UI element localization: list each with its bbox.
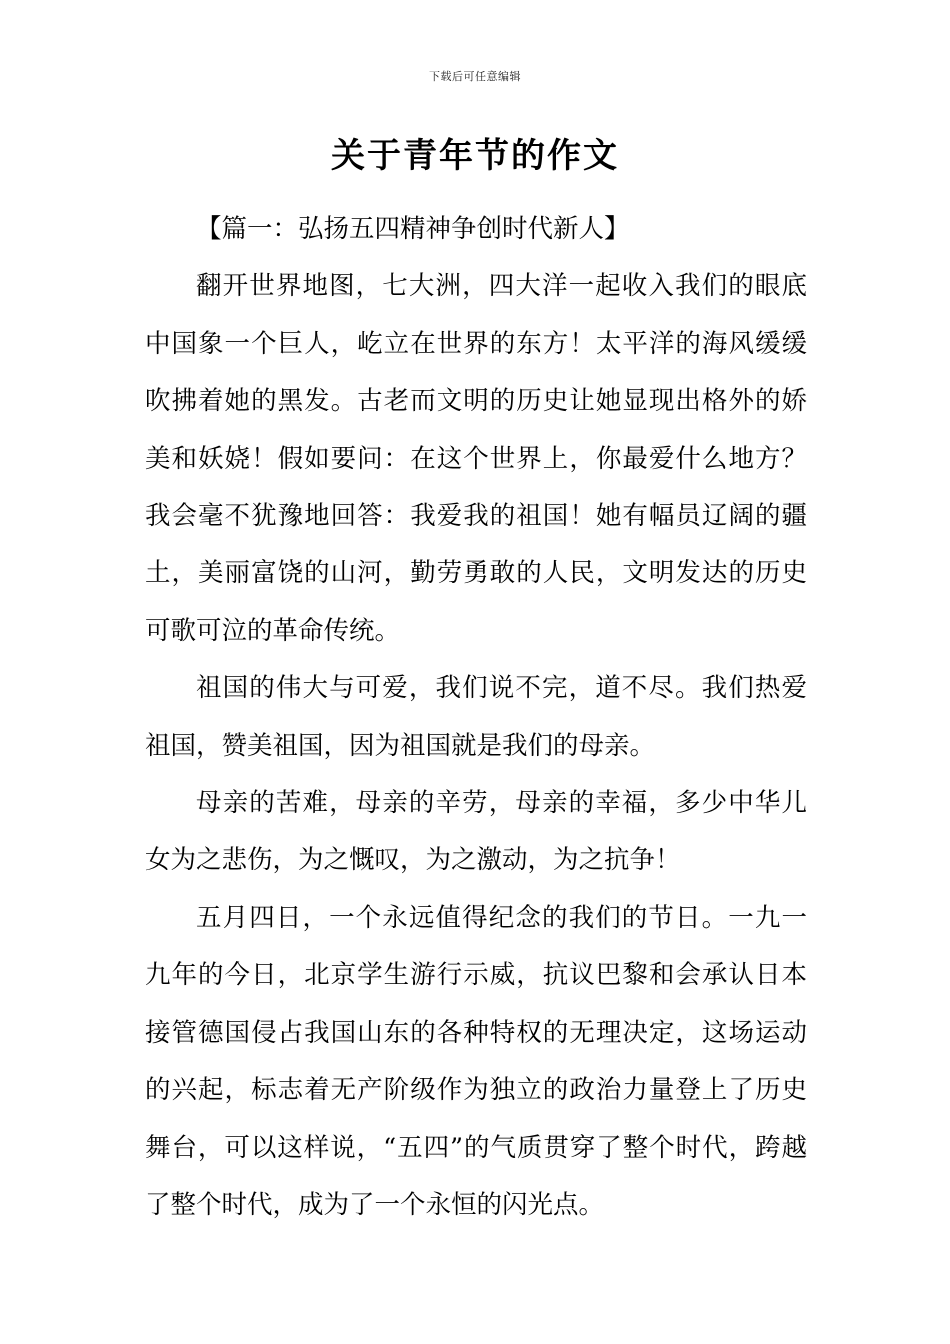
- paragraph: 母亲的苦难，母亲的辛劳，母亲的幸福，多少中华儿女为之悲伤，为之慨叹，为之激动，为之抗争！: [145, 788, 807, 876]
- article-body: [145, 201, 807, 1234]
- header-note: 下载后可任意编辑: [429, 70, 521, 83]
- section-heading: 【篇一：弘扬五四精神争创时代新人】: [196, 214, 630, 244]
- paragraph: 五月四日，一个永远值得纪念的我们的节日。一九一九年的今日，北京学生游行示威，抗议巴黎和会承认日本接管德国侵占我国山东的各种特权的无理决定，这场运动的兴起，标志着无产阶级作为独立的政治力量登上了历史舞台，可以这样说，“五四”的气质贯穿了整个时代，跨越了整个时代，成为了一个永恒的闪光点。: [145, 902, 807, 1220]
- paragraph: 祖国的伟大与可爱，我们说不完，道不尽。我们热爱祖国，赞美祖国，因为祖国就是我们的母亲。: [145, 673, 807, 761]
- paragraph: 翻开世界地图，七大洲，四大洋一起收入我们的眼底中国象一个巨人，屹立在世界的东方！太平洋的海风缓缓吹拂着她的黑发。古老而文明的历史让她显现出格外的娇美和妖娆！假如要问：在这个世界上，你最爱什么地方？我会毫不犹豫地回答：我爱我的祖国！她有幅员辽阔的疆土，美丽富饶的山河，勤劳勇敢的人民，文明发达的历史可歌可泣的革命传统。: [145, 271, 807, 646]
- page-title: 关于青年节的作文: [331, 136, 619, 176]
